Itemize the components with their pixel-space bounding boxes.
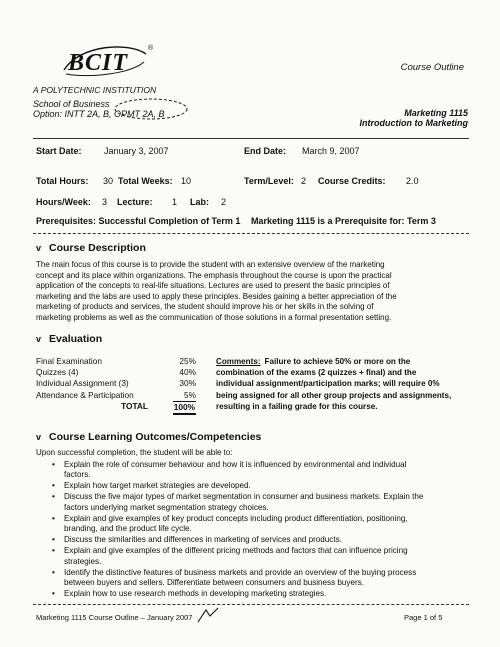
outcome-line: • Discuss the five major types of market segmentation in consumer and business markets. Explain the (64, 492, 424, 502)
evaluation-item-pct: 25% (179, 356, 196, 366)
outcome-line: factors. (64, 470, 91, 480)
evaluation-table (36, 356, 196, 412)
lecture-label: Lecture: (117, 197, 153, 207)
comments-line: being assigned for all other group projects and assignments, (216, 390, 452, 400)
hours-per-week-value: 3 (102, 197, 108, 207)
evaluation-row (36, 356, 196, 367)
description-line: marketing problems as well as the communication of those solutions in a formal presentation setting. (36, 312, 392, 322)
course-description-heading (36, 242, 146, 254)
outcomes-heading (36, 431, 261, 443)
prerequisites-row (36, 216, 436, 226)
document-type: Course Outline (400, 62, 464, 73)
evaluation-row (36, 378, 196, 389)
list-item (50, 535, 480, 545)
comments-line: combination of the exams (2 quizzes + final) and the (216, 368, 417, 378)
evaluation-heading (36, 333, 102, 345)
course-description-title: Course Description (49, 242, 146, 254)
list-item (50, 481, 480, 491)
total-hours-label: Total Hours: (36, 176, 89, 186)
outcome-line: • Discuss the similarities and differences in marketing of services and products. (64, 535, 342, 545)
outcome-line: • Identify the distinctive features of business markets and provide an overview of the buying process (64, 567, 417, 577)
list-item (50, 492, 480, 513)
outcomes-list (50, 460, 480, 600)
list-item (50, 568, 480, 589)
footer-left: Marketing 1115 Course Outline – January 2007 (36, 613, 193, 622)
evaluation-total-value: 100% (173, 401, 196, 415)
outcomes-title: Course Learning Outcomes/Competencies (49, 431, 262, 443)
term-level-label: Term/Level: (244, 176, 294, 186)
prerequisites-label: Prerequisites: (36, 216, 97, 226)
outcome-line: strategies. (64, 556, 102, 566)
term-level-value: 2 (301, 176, 307, 186)
description-line: marketing of products and services, the student should improve his or her skills in the solving of (36, 302, 374, 312)
total-weeks-label: Total Weeks: (118, 176, 173, 186)
hours-per-week-label: Hours/Week: (36, 197, 91, 207)
school-name: School of Business (33, 99, 110, 109)
handwritten-circle (112, 96, 190, 122)
lab-value: 2 (221, 197, 227, 207)
footer-divider (33, 604, 469, 605)
section-bullet: v (36, 334, 42, 344)
pen-mark (196, 606, 220, 624)
evaluation-total-label: TOTAL (121, 400, 148, 411)
total-hours-value: 30 (103, 176, 114, 186)
outcome-line: • Explain the role of consumer behaviour and how it is influenced by environmental and individual (64, 460, 407, 469)
course-code: Marketing 1115 (404, 108, 468, 118)
section-bullet: v (36, 432, 42, 442)
evaluation-item-name: Final Examination (36, 356, 102, 366)
evaluation-row (36, 390, 196, 401)
outcome-line: branding, and the product life cycle. (64, 524, 192, 534)
total-weeks-value: 10 (181, 176, 192, 186)
header-divider (33, 138, 469, 139)
evaluation-comments (216, 356, 478, 412)
outcome-line: between buyers and sellers. Differentiate between consumers and business buyers. (64, 578, 364, 588)
evaluation-item-name: Attendance & Participation (36, 389, 134, 400)
prerequisite-for-note: Marketing 1115 is a Prerequisite for: Term 3 (250, 216, 436, 226)
list-item (50, 546, 480, 567)
evaluation-item-name: Individual Assignment (3) (36, 378, 129, 389)
start-date-value: January 3, 2007 (104, 146, 169, 156)
evaluation-item-pct: 40% (179, 367, 196, 378)
description-line: marketing and the labs are used to apply these principles. Besides gaining a better appreciation of the (36, 291, 397, 301)
info-divider (33, 233, 469, 234)
lab-label: Lab: (190, 197, 209, 207)
description-line: application of the concepts to real-life situations. Lectures are used to present the basic principles of (36, 281, 390, 291)
evaluation-total-row (36, 401, 196, 412)
outcome-line: • Explain how target market strategies are developed. (64, 481, 251, 491)
course-description-text (36, 260, 476, 324)
end-date-label: End Date: (244, 146, 287, 156)
lecture-value: 1 (172, 197, 178, 207)
list-item (50, 589, 480, 599)
evaluation-row (36, 367, 196, 378)
outcome-line: factors underlying market segmentation strategy choices. (64, 502, 269, 512)
section-bullet: v (36, 243, 42, 253)
bcit-logo: BCIT (68, 50, 129, 76)
comments-line (216, 356, 478, 367)
footer-page-number: Page 1 of 5 (404, 613, 443, 622)
evaluation-item-pct: 5% (184, 389, 196, 400)
prerequisites-value: Successful Completion of Term 1 (98, 216, 241, 226)
evaluation-title: Evaluation (49, 333, 103, 345)
comments-label: Comments: (216, 357, 261, 366)
program-option: Option: INTT 2A, B, OPMT 2A, B (33, 109, 165, 119)
institution-tagline: A POLYTECHNIC INSTITUTION (33, 85, 157, 95)
course-credits-label: Course Credits: (318, 176, 386, 186)
course-title: Introduction to Marketing (359, 118, 468, 128)
start-date-label: Start Date: (36, 146, 82, 156)
evaluation-item-pct: 30% (179, 378, 196, 389)
outcome-line: • Explain and give examples of key product concepts including product differentiation, positioning, (64, 513, 408, 523)
evaluation-item-name: Quizzes (4) (36, 367, 79, 378)
course-credits-value: 2.0 (406, 176, 419, 186)
list-item (50, 460, 480, 481)
description-line: The main focus of this course is to provide the student with an extensive overview of the marketing (36, 260, 385, 269)
outcome-line: • Explain how to use research methods in developing marketing strategies. (64, 589, 327, 599)
description-line: concept and its place within organizations. The emphasis throughout the course is upon the practical (36, 270, 392, 280)
comments-text: Failure to achieve 50% or more on the (264, 357, 411, 366)
registered-mark: ® (148, 45, 154, 52)
comments-line: individual assignment/participation marks; will require 0% (216, 379, 440, 389)
list-item (50, 514, 480, 535)
comments-line: resulting in a failing grade for this course. (216, 401, 378, 411)
outcomes-intro: Upon successful completion, the student will be able to: (36, 448, 233, 457)
outcome-line: • Explain and give examples of the different pricing methods and factors that can influence pricing (64, 546, 408, 556)
end-date-value: March 9, 2007 (302, 146, 360, 156)
